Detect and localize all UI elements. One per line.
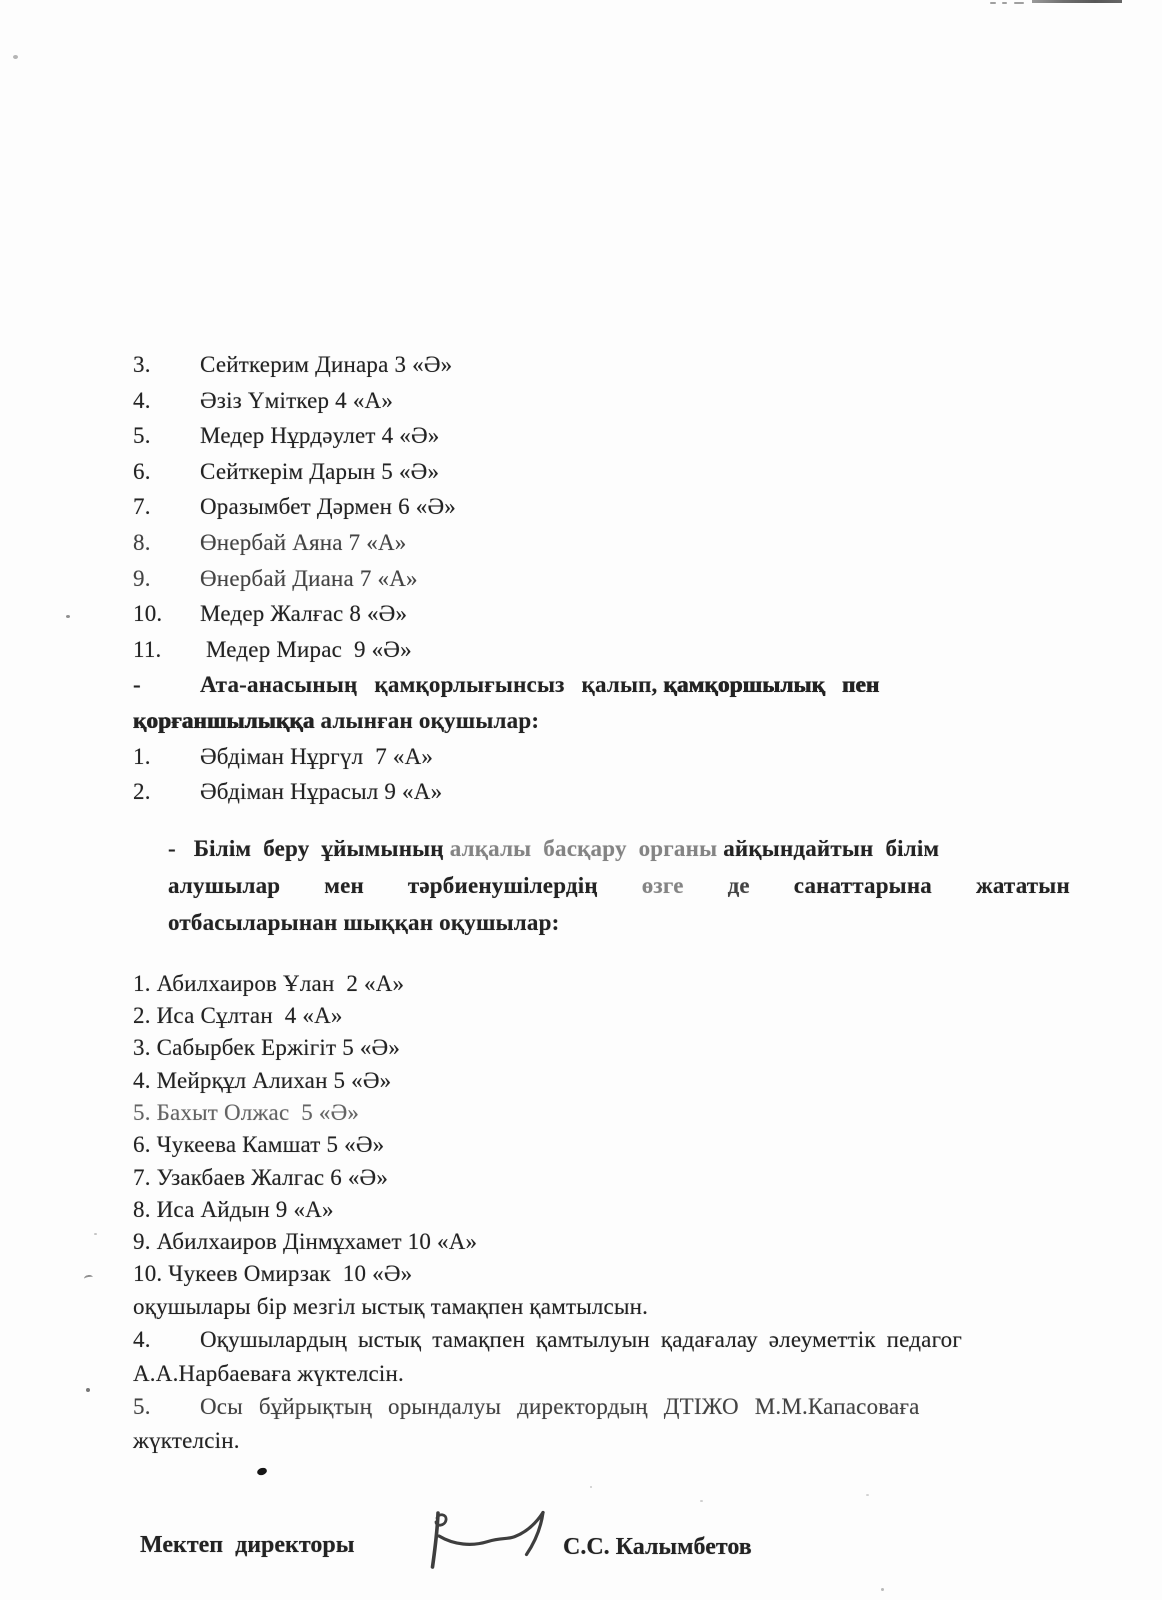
list-item: 10. Чукеев Омирзак 10 «Ә»	[133, 1261, 413, 1287]
heading-text: Ата-анасының қамқорлығынсыз қалып,	[200, 672, 658, 698]
list-item: 2. Иса Сұлтан 4 «А»	[133, 1003, 343, 1029]
item-number: 8.	[133, 529, 151, 555]
list-item	[133, 352, 1073, 388]
clause-continuation: оқушылары бір мезгіл ыстық тамақпен қамтылсын.	[133, 1293, 649, 1319]
guardianship-section	[133, 672, 1073, 814]
order-clauses	[133, 1294, 1073, 1462]
clause-text: Оқушылардың ыстық тамақпен қамтылуын қадағалау әлеуметтік педагог	[200, 1327, 962, 1353]
list-item: 6. Чукеева Камшат 5 «Ә»	[133, 1132, 385, 1158]
scan-speck	[13, 55, 18, 59]
item-number: 3.	[133, 352, 151, 377]
heading-text-bold: қорғаншылыққа	[133, 707, 315, 733]
clause-4	[133, 1327, 1073, 1361]
item-number: 5.	[133, 423, 151, 449]
scan-dash	[990, 2, 996, 4]
item-text: Өнербай Диана 7 «А»	[200, 565, 418, 591]
clause-number: 4.	[133, 1327, 151, 1353]
item-number: 11.	[133, 636, 162, 662]
item-number: 2.	[133, 779, 151, 805]
list-item: 3. Сабырбек Ержігіт 5 «Ә»	[133, 1035, 401, 1061]
section-heading-line	[133, 672, 1073, 708]
document-body	[133, 352, 1073, 1462]
scan-speck	[94, 1233, 97, 1235]
list-item: 1. Абилхаиров Ұлан 2 «А»	[133, 970, 405, 996]
item-text: Оразымбет Дәрмен 6 «Ә»	[200, 494, 456, 520]
list-item: 9. Абилхаиров Дінмұхамет 10 «А»	[133, 1229, 478, 1255]
item-text: Әбдіман Нұрасыл 9 «А»	[200, 779, 443, 805]
item-number: 10.	[133, 601, 163, 627]
heading-word: алушылар	[168, 872, 281, 898]
heading-dash: -	[168, 835, 176, 861]
list-item	[133, 494, 1073, 530]
scan-mark	[84, 1274, 94, 1281]
scan-speck	[881, 1588, 884, 1591]
section-heading-line: отбасыларынан шыққан оқушылар:	[168, 909, 560, 935]
section-heading-line	[168, 836, 1070, 873]
list-item: 7. Узакбаев Жалгас 6 «Ә»	[133, 1164, 389, 1190]
section-heading-line-justified	[168, 873, 1070, 910]
item-number: 9.	[133, 565, 151, 591]
item-number: 1.	[133, 743, 151, 769]
list-item	[133, 601, 1073, 637]
item-text: Сейткерім Дарын 5 «Ә»	[200, 458, 440, 484]
list-item: 5. Бахыт Олжас 5 «Ә»	[133, 1099, 360, 1125]
item-text: Өнербай Аяна 7 «А»	[200, 529, 407, 555]
item-text: Әбдіман Нұргүл 7 «А»	[200, 743, 434, 769]
clause-5-continuation: жүктелсін.	[133, 1428, 240, 1454]
heading-word: мен	[324, 872, 364, 898]
list-item	[133, 423, 1073, 459]
item-number: 6.	[133, 458, 151, 484]
heading-word: тәрбиенушілердің	[407, 872, 598, 898]
clause-4-continuation: А.А.Нарбаеваға жүктелсін.	[133, 1360, 404, 1386]
heading-text: айқындайтын білім	[723, 835, 940, 861]
signer-role-title: Мектеп директоры	[140, 1532, 355, 1558]
list-item: 8. Иса Айдын 9 «А»	[133, 1196, 334, 1222]
orphan-student-list	[133, 352, 1073, 672]
scan-speck	[700, 1500, 703, 1502]
list-item	[133, 388, 1073, 424]
heading-text: алынған оқушылар:	[320, 707, 540, 733]
other-categories-student-list	[133, 971, 1073, 1294]
item-text: Сейткерим Динара 3 «Ә»	[200, 352, 453, 377]
list-item	[133, 566, 1073, 602]
list-item	[133, 459, 1073, 495]
list-item	[133, 637, 1073, 673]
item-text: Медер Мирас 9 «Ә»	[200, 636, 412, 662]
section-heading-line	[133, 708, 1073, 744]
scan-streak-top	[1032, 0, 1122, 3]
list-item	[133, 530, 1073, 566]
heading-text-faint: алқалы басқару органы	[449, 835, 718, 861]
item-number: 7.	[133, 494, 151, 520]
list-item	[133, 779, 1073, 815]
ink-blob	[256, 1467, 268, 1477]
heading-text-bold: қамқоршылық пен	[663, 672, 880, 698]
clause-5	[133, 1394, 1073, 1428]
signature-row	[140, 1532, 1040, 1572]
heading-word: жататын	[975, 872, 1070, 898]
list-item: 4. Мейрқұл Алихан 5 «Ә»	[133, 1067, 392, 1093]
other-categories-heading	[168, 836, 1070, 947]
item-number: 4.	[133, 387, 151, 413]
scan-speck	[66, 615, 70, 618]
item-text: Әзіз Үміткер 4 «А»	[200, 387, 394, 413]
scan-dash	[1002, 2, 1007, 4]
scan-dash	[1014, 2, 1024, 4]
item-text: Медер Нұрдәулет 4 «Ә»	[200, 423, 440, 449]
heading-dash: -	[133, 672, 141, 698]
heading-text: Білім беру ұйымының	[193, 835, 444, 861]
item-text: Медер Жалғас 8 «Ә»	[200, 601, 408, 627]
scan-speck	[866, 1494, 869, 1496]
heading-word: санаттарына	[793, 872, 932, 898]
signer-name: С.С. Калымбетов	[563, 1534, 752, 1560]
list-item	[133, 744, 1073, 780]
scan-speck	[86, 1388, 90, 1392]
heading-word: де	[727, 872, 750, 898]
clause-text: Осы бұйрықтың орындалуы директордың ДТІЖО М.М.Капасоваға	[200, 1394, 920, 1420]
clause-number: 5.	[133, 1394, 151, 1420]
heading-word-faint: өзге	[641, 872, 684, 898]
scan-speck	[590, 1486, 592, 1488]
